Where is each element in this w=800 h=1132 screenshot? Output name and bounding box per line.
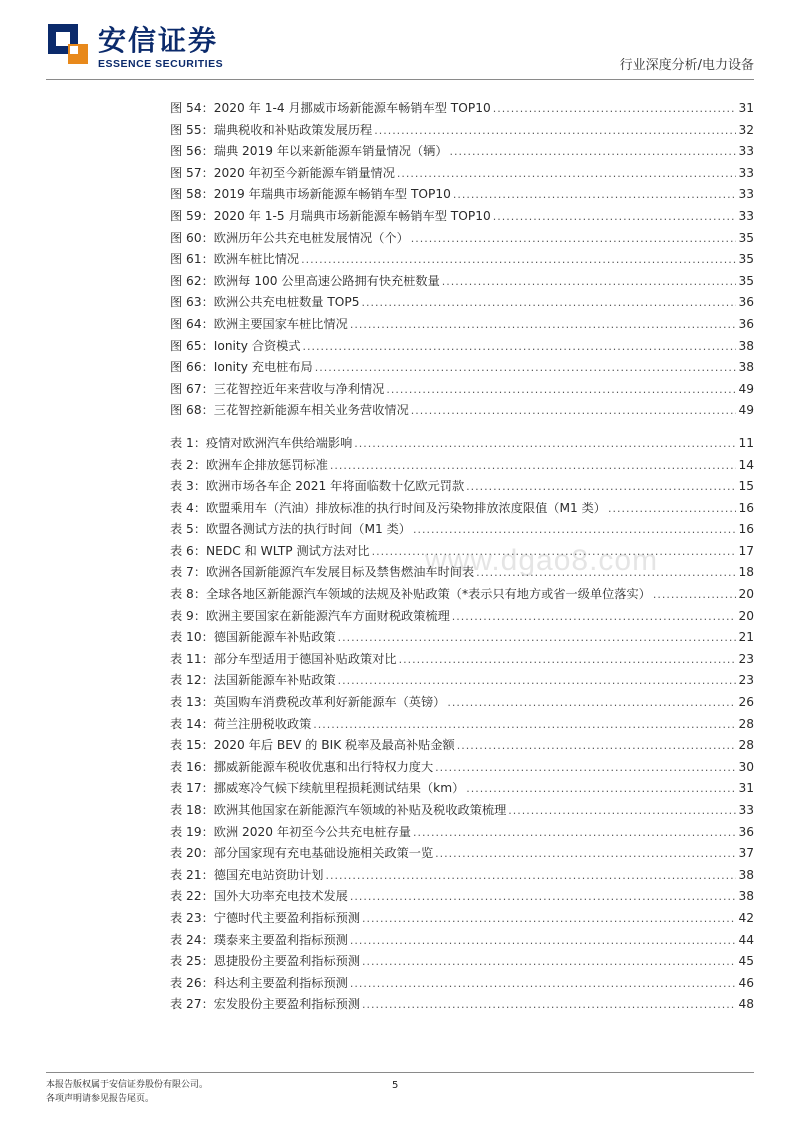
dot-leader bbox=[466, 476, 736, 498]
table-page-number: 16 bbox=[738, 500, 754, 515]
table-page-number: 33 bbox=[738, 803, 754, 817]
figure-label: 图 65： bbox=[170, 338, 214, 353]
figure-entry[interactable] bbox=[170, 336, 754, 358]
dot-leader bbox=[413, 822, 737, 844]
table-label: 表 11： bbox=[170, 651, 214, 666]
figure-entry[interactable] bbox=[170, 357, 754, 379]
table-label: 表 4： bbox=[170, 500, 207, 515]
disclaimer-text: 各项声明请参见报告尾页。 bbox=[46, 1094, 155, 1104]
table-entry[interactable] bbox=[170, 800, 754, 822]
table-title: 欧洲市场各车企 2021 年将面临数十亿欧元罚款 bbox=[206, 479, 465, 494]
table-entry[interactable] bbox=[170, 562, 754, 584]
report-type: 行业深度分析/电力设备 bbox=[619, 58, 754, 73]
figure-page-number: 36 bbox=[738, 316, 754, 331]
table-title: NEDC 和 WLTP 测试方法对比 bbox=[206, 543, 370, 558]
table-label: 表 24： bbox=[170, 932, 214, 947]
table-entry[interactable] bbox=[170, 908, 754, 930]
figure-title: 2020 年 1-4 月挪威市场新能源车畅销车型 TOP10 bbox=[213, 101, 491, 115]
dot-leader bbox=[452, 606, 737, 628]
table-title: 法国新能源车补贴政策 bbox=[213, 673, 336, 688]
table-title: 英国购车消费税改革利好新能源车（英镑） bbox=[213, 695, 446, 710]
dot-leader bbox=[374, 120, 736, 142]
table-label: 表 7： bbox=[170, 565, 207, 580]
dot-leader bbox=[354, 433, 736, 455]
dot-leader bbox=[338, 627, 737, 649]
table-entry[interactable] bbox=[170, 627, 754, 649]
table-page-number: 16 bbox=[738, 522, 754, 537]
figure-page-number: 31 bbox=[738, 101, 754, 115]
table-page-number: 21 bbox=[738, 630, 754, 645]
figure-title: Ionity 合资模式 bbox=[213, 338, 301, 353]
table-label: 表 22： bbox=[170, 889, 214, 904]
table-entry[interactable] bbox=[170, 584, 754, 606]
dot-leader bbox=[653, 584, 737, 606]
figure-label: 图 62： bbox=[170, 273, 214, 288]
dot-leader bbox=[303, 336, 737, 358]
table-title: 欧盟各测试方法的执行时间（M1 类） bbox=[206, 522, 411, 537]
table-page-number: 36 bbox=[738, 824, 754, 839]
company-name-cn: 安信证券 bbox=[98, 24, 219, 57]
toc-spacer bbox=[170, 422, 754, 433]
dot-leader bbox=[442, 271, 737, 293]
table-title: 德国新能源车补贴政策 bbox=[213, 630, 336, 645]
table-entry[interactable] bbox=[170, 778, 754, 800]
table-page-number: 18 bbox=[738, 565, 754, 580]
table-label: 表 3： bbox=[170, 479, 207, 494]
figure-entry[interactable] bbox=[170, 206, 754, 228]
dot-leader bbox=[411, 400, 737, 422]
table-label: 表 13： bbox=[170, 695, 214, 710]
table-title: 部分车型适用于德国补贴政策对比 bbox=[213, 651, 397, 666]
table-label: 表 18： bbox=[170, 803, 214, 817]
dot-leader bbox=[453, 184, 737, 206]
table-label: 表 14： bbox=[170, 716, 214, 731]
dot-leader bbox=[399, 649, 737, 671]
table-label: 表 27： bbox=[170, 997, 214, 1012]
dot-leader bbox=[315, 357, 737, 379]
figure-title: 欧洲历年公共充电桩发展情况（个） bbox=[213, 230, 409, 245]
table-entry[interactable] bbox=[170, 930, 754, 952]
figure-title: 欧洲车桩比情况 bbox=[213, 252, 300, 267]
table-page-number: 28 bbox=[738, 738, 754, 753]
figure-entry[interactable] bbox=[170, 400, 754, 422]
table-title: 挪威寒冷气候下续航里程损耗测试结果（km） bbox=[213, 781, 465, 796]
table-title: 欧盟乘用车（汽油）排放标准的执行时间及污染物排放浓度限值（M1 类） bbox=[206, 500, 606, 515]
table-title: 德国充电站资助计划 bbox=[213, 867, 324, 882]
figure-entry[interactable] bbox=[170, 292, 754, 314]
table-title: 疫情对欧洲汽车供给端影响 bbox=[206, 435, 353, 450]
table-page-number: 30 bbox=[738, 759, 754, 774]
table-entry[interactable] bbox=[170, 973, 754, 995]
figure-label: 图 57： bbox=[170, 165, 214, 180]
dot-leader bbox=[313, 714, 736, 736]
table-label: 表 17： bbox=[170, 781, 214, 796]
table-title: 欧洲其他国家在新能源汽车领域的补贴及税收政策梳理 bbox=[213, 803, 507, 817]
figure-page-number: 35 bbox=[738, 252, 754, 267]
table-page-number: 17 bbox=[738, 543, 754, 558]
figure-label: 图 68： bbox=[170, 403, 214, 418]
table-title: 璞泰来主要盈利指标预测 bbox=[213, 932, 348, 947]
table-page-number: 23 bbox=[738, 651, 754, 666]
figure-entry[interactable] bbox=[170, 228, 754, 250]
table-label: 表 26： bbox=[170, 975, 214, 990]
dot-leader bbox=[350, 930, 737, 952]
table-page-number: 38 bbox=[738, 867, 754, 882]
dot-leader bbox=[372, 541, 737, 563]
table-title: 欧洲 2020 年初至今公共充电桩存量 bbox=[213, 824, 411, 839]
table-entry[interactable] bbox=[170, 541, 754, 563]
figure-title: 欧洲每 100 公里高速公路拥有快充桩数量 bbox=[213, 273, 440, 288]
table-page-number: 31 bbox=[738, 781, 754, 796]
figure-title: 欧洲公共充电桩数量 TOP5 bbox=[213, 295, 360, 310]
table-label: 表 25： bbox=[170, 954, 214, 969]
table-list bbox=[170, 433, 754, 1016]
dot-leader bbox=[508, 800, 736, 822]
figure-title: 欧洲主要国家车桩比情况 bbox=[213, 316, 348, 331]
dot-leader bbox=[362, 951, 736, 973]
figure-page-number: 38 bbox=[738, 360, 754, 375]
table-page-number: 38 bbox=[738, 889, 754, 904]
dot-leader bbox=[608, 498, 737, 520]
table-page-number: 42 bbox=[738, 910, 754, 925]
table-entry[interactable] bbox=[170, 994, 754, 1016]
dot-leader bbox=[435, 843, 736, 865]
table-label: 表 6： bbox=[170, 543, 207, 558]
table-page-number: 15 bbox=[738, 479, 754, 494]
table-entry[interactable] bbox=[170, 519, 754, 541]
figure-entry[interactable] bbox=[170, 141, 754, 163]
figure-label: 图 63： bbox=[170, 295, 214, 310]
figure-label: 图 64： bbox=[170, 316, 214, 331]
table-page-number: 37 bbox=[738, 846, 754, 861]
table-entry[interactable] bbox=[170, 865, 754, 887]
figure-page-number: 49 bbox=[738, 403, 754, 418]
dot-leader bbox=[435, 757, 736, 779]
figure-page-number: 49 bbox=[738, 381, 754, 396]
table-entry[interactable] bbox=[170, 606, 754, 628]
company-name-en: ESSENCE SECURITIES bbox=[98, 58, 224, 70]
table-label: 表 16： bbox=[170, 759, 214, 774]
table-entry[interactable] bbox=[170, 455, 754, 477]
table-label: 表 2： bbox=[170, 457, 207, 472]
figure-entry[interactable] bbox=[170, 379, 754, 401]
dot-leader bbox=[493, 98, 737, 120]
table-entry[interactable] bbox=[170, 476, 754, 498]
watermark: www.dgao8.com bbox=[425, 544, 659, 577]
figure-entry[interactable] bbox=[170, 271, 754, 293]
figure-entry[interactable] bbox=[170, 120, 754, 142]
table-entry[interactable] bbox=[170, 843, 754, 865]
table-label: 表 8： bbox=[170, 587, 207, 602]
dot-leader bbox=[362, 994, 736, 1016]
table-page-number: 20 bbox=[738, 608, 754, 623]
dot-leader bbox=[350, 973, 737, 995]
figure-title: Ionity 充电桩布局 bbox=[213, 360, 313, 375]
table-title: 欧洲车企排放惩罚标准 bbox=[206, 457, 328, 472]
table-title: 部分国家现有充电基础设施相关政策一览 bbox=[213, 846, 434, 861]
figure-page-number: 35 bbox=[738, 273, 754, 288]
dot-leader bbox=[450, 141, 737, 163]
dot-leader bbox=[493, 206, 737, 228]
table-page-number: 26 bbox=[738, 695, 754, 710]
table-page-number: 11 bbox=[738, 435, 754, 450]
figure-label: 图 66： bbox=[170, 360, 214, 375]
essence-logo-icon bbox=[46, 22, 90, 66]
table-page-number: 48 bbox=[738, 997, 754, 1012]
table-label: 表 1： bbox=[170, 435, 207, 450]
figure-page-number: 33 bbox=[738, 165, 754, 180]
dot-leader bbox=[466, 778, 736, 800]
table-page-number: 14 bbox=[738, 457, 754, 472]
table-label: 表 12： bbox=[170, 673, 214, 688]
dot-leader bbox=[325, 865, 736, 887]
figure-page-number: 36 bbox=[738, 295, 754, 310]
figure-list bbox=[170, 98, 754, 422]
table-label: 表 19： bbox=[170, 824, 214, 839]
table-entry[interactable] bbox=[170, 714, 754, 736]
table-title: 宏发股份主要盈利指标预测 bbox=[213, 997, 361, 1012]
dot-leader bbox=[447, 692, 736, 714]
table-title: 2020 年后 BEV 的 BIK 税率及最高补贴金额 bbox=[213, 738, 455, 753]
figure-page-number: 33 bbox=[738, 144, 754, 159]
figure-title: 瑞典税收和补贴政策发展历程 bbox=[213, 122, 373, 137]
table-label: 表 21： bbox=[170, 867, 214, 882]
table-page-number: 46 bbox=[738, 975, 754, 990]
table-title: 国外大功率充电技术发展 bbox=[213, 889, 348, 904]
figure-title: 2019 年瑞典市场新能源车畅销车型 TOP10 bbox=[213, 187, 451, 202]
footer-divider bbox=[46, 1072, 754, 1073]
page-header bbox=[0, 0, 800, 80]
dot-leader bbox=[361, 292, 736, 314]
table-page-number: 20 bbox=[738, 587, 754, 602]
table-label: 表 10： bbox=[170, 630, 214, 645]
figure-page-number: 33 bbox=[738, 208, 754, 223]
dot-leader bbox=[386, 379, 736, 401]
table-title: 挪威新能源车税收优惠和出行特权力度大 bbox=[213, 759, 434, 774]
table-label: 表 9： bbox=[170, 608, 207, 623]
table-of-contents bbox=[170, 98, 754, 1016]
footer-notice bbox=[46, 1078, 208, 1106]
table-page-number: 45 bbox=[738, 954, 754, 969]
figure-label: 图 54： bbox=[170, 101, 214, 115]
table-label: 表 20： bbox=[170, 846, 214, 861]
table-title: 科达利主要盈利指标预测 bbox=[213, 975, 348, 990]
figure-label: 图 60： bbox=[170, 230, 214, 245]
table-title: 欧洲主要国家在新能源汽车方面财税政策梳理 bbox=[206, 608, 450, 623]
figure-entry[interactable] bbox=[170, 98, 754, 120]
dot-leader bbox=[362, 908, 736, 930]
figure-page-number: 33 bbox=[738, 187, 754, 202]
table-entry[interactable] bbox=[170, 822, 754, 844]
figure-entry[interactable] bbox=[170, 163, 754, 185]
figure-title: 三花智控新能源车相关业务营收情况 bbox=[213, 403, 409, 418]
figure-label: 图 58： bbox=[170, 187, 214, 202]
dot-leader bbox=[350, 886, 737, 908]
table-entry[interactable] bbox=[170, 692, 754, 714]
dot-leader bbox=[457, 735, 737, 757]
figure-page-number: 38 bbox=[738, 338, 754, 353]
page-number: 5 bbox=[392, 1080, 399, 1091]
figure-label: 图 55： bbox=[170, 122, 214, 137]
figure-label: 图 61： bbox=[170, 252, 214, 267]
figure-entry[interactable] bbox=[170, 249, 754, 271]
table-page-number: 44 bbox=[738, 932, 754, 947]
dot-leader bbox=[301, 249, 736, 271]
table-title: 宁德时代主要盈利指标预测 bbox=[213, 910, 361, 925]
dot-leader bbox=[397, 163, 737, 185]
table-entry[interactable] bbox=[170, 886, 754, 908]
table-entry[interactable] bbox=[170, 670, 754, 692]
table-entry[interactable] bbox=[170, 951, 754, 973]
table-title: 荷兰注册税收政策 bbox=[213, 716, 312, 731]
table-entry[interactable] bbox=[170, 735, 754, 757]
table-label: 表 15： bbox=[170, 738, 214, 753]
figure-entry[interactable] bbox=[170, 184, 754, 206]
dot-leader bbox=[413, 519, 737, 541]
table-page-number: 23 bbox=[738, 673, 754, 688]
figure-page-number: 35 bbox=[738, 230, 754, 245]
table-title: 恩捷股份主要盈利指标预测 bbox=[213, 954, 361, 969]
figure-label: 图 56： bbox=[170, 144, 214, 159]
figure-title: 三花智控近年来营收与净利情况 bbox=[213, 381, 385, 396]
table-entry[interactable] bbox=[170, 757, 754, 779]
table-title: 全球各地区新能源汽车领域的法规及补贴政策（*表示只有地方或省一级单位落实） bbox=[206, 587, 651, 602]
figure-label: 图 59： bbox=[170, 208, 214, 223]
dot-leader bbox=[330, 455, 737, 477]
figure-title: 2020 年 1-5 月瑞典市场新能源车畅销车型 TOP10 bbox=[213, 208, 491, 223]
dot-leader bbox=[411, 228, 737, 250]
table-entry[interactable] bbox=[170, 433, 754, 455]
dot-leader bbox=[350, 314, 737, 336]
figure-title: 2020 年初至今新能源车销量情况 bbox=[213, 165, 395, 180]
dot-leader bbox=[476, 562, 736, 584]
figure-title: 瑞典 2019 年以来新能源车销量情况（辆） bbox=[213, 144, 448, 159]
table-label: 表 5： bbox=[170, 522, 207, 537]
table-page-number: 28 bbox=[738, 716, 754, 731]
table-label: 表 23： bbox=[170, 910, 214, 925]
figure-label: 图 67： bbox=[170, 381, 214, 396]
figure-page-number: 32 bbox=[738, 122, 754, 137]
header-divider bbox=[46, 79, 754, 80]
dot-leader bbox=[338, 670, 737, 692]
copyright-text: 本报告版权属于安信证券股份有限公司。 bbox=[46, 1080, 209, 1090]
figure-entry[interactable] bbox=[170, 314, 754, 336]
table-entry[interactable] bbox=[170, 498, 754, 520]
table-entry[interactable] bbox=[170, 649, 754, 671]
table-title: 欧洲各国新能源汽车发展目标及禁售燃油车时间表 bbox=[206, 565, 475, 580]
